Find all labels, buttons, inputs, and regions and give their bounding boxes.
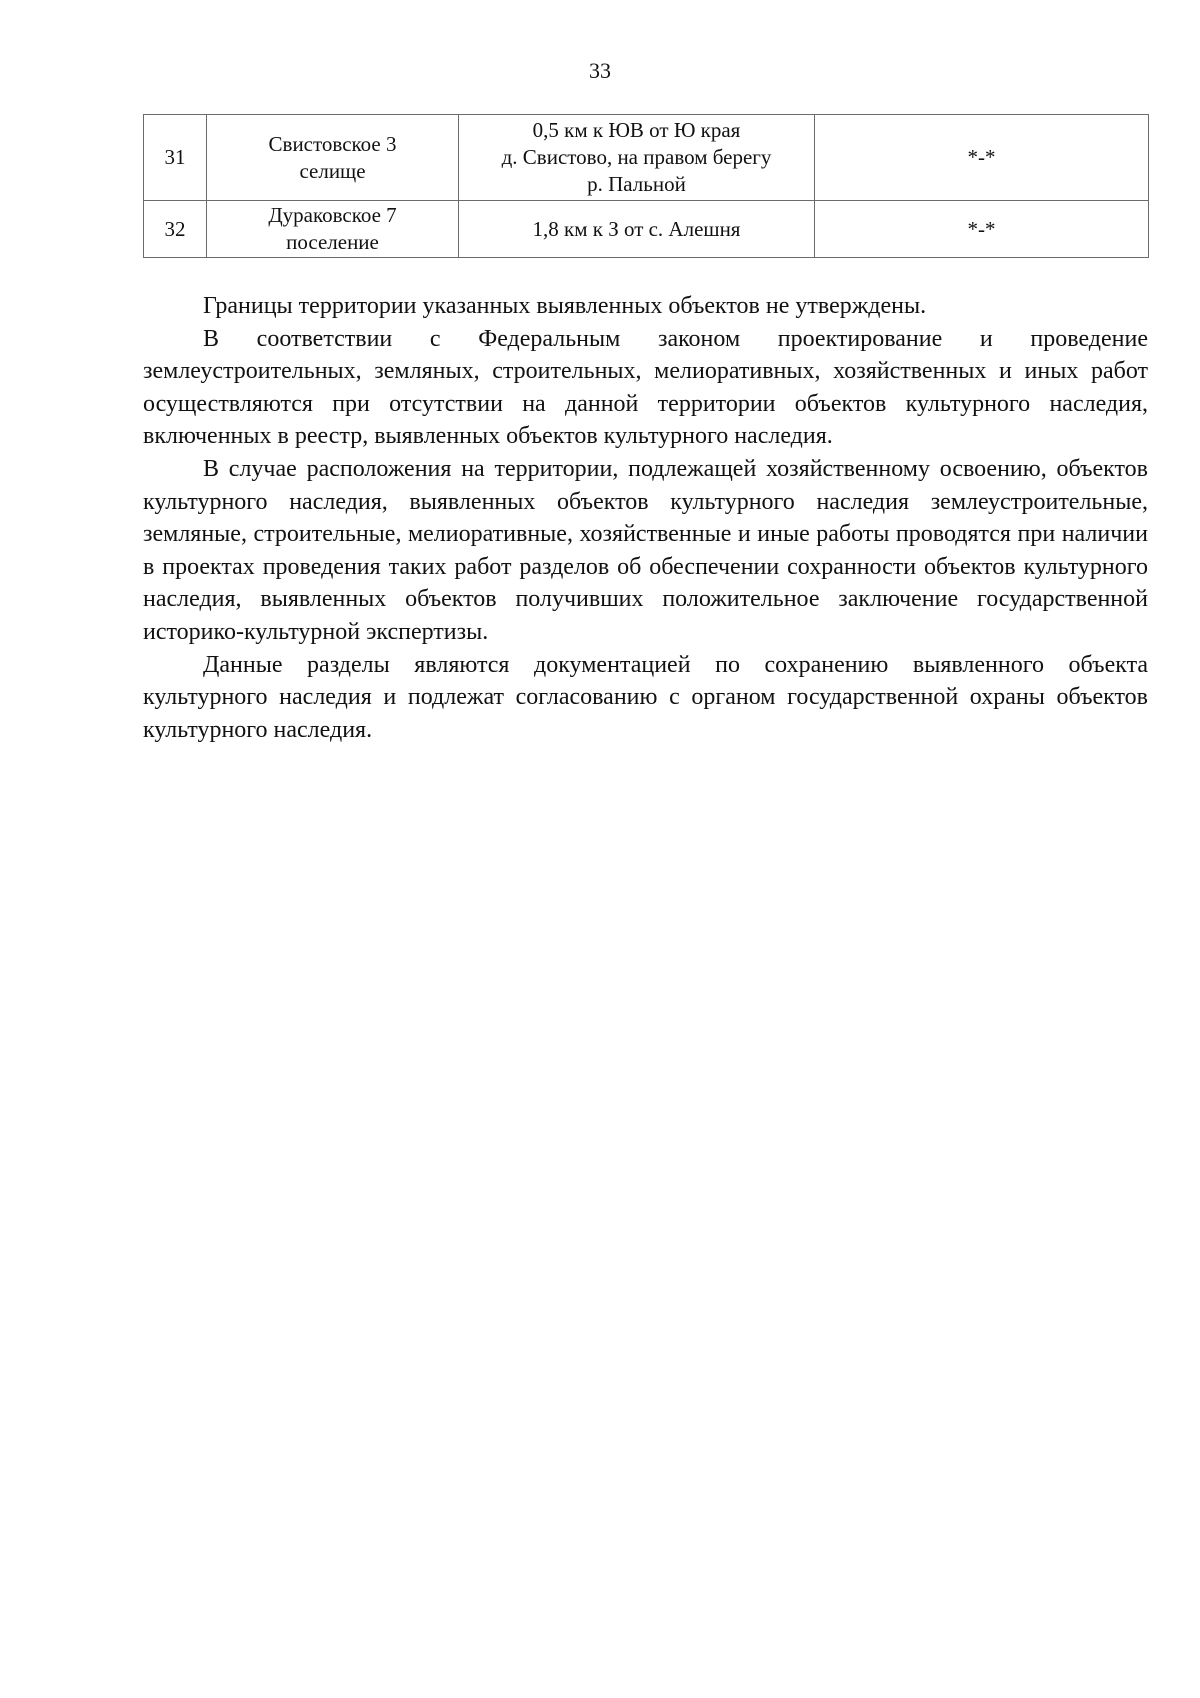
- paragraph-approval: Данные разделы являются документацией по сохранению выявленного объекта культурного наследия и подлежат согласованию с органом государственной охраны объектов культурного наследия.: [143, 651, 1148, 743]
- table-row: [144, 201, 1149, 258]
- object-name-line: поселение: [286, 230, 379, 254]
- row-number-cell: 32: [144, 201, 207, 258]
- object-name-cell: [207, 201, 459, 258]
- object-name-cell: [207, 115, 459, 201]
- object-name-line: Свистовское 3: [268, 131, 397, 156]
- paragraph-works-conditions: В случае расположения на территории, подлежащей хозяйственному освоению, объектов культурного наследия, выявленных объектов культурного наследия землеустроительные, земляные, строительные, мелиоративные, хозяйственные и иные работы проводятся при наличии в проектах проведения таких работ разделов об обеспечении сохранности объектов культурного наследия, выявленных объектов получивших положительное заключение государственной историко-культурной экспертизы.: [143, 455, 1148, 645]
- object-location-line: д. Свистово, на правом берегу: [501, 145, 772, 169]
- object-location-line: р. Пальной: [587, 172, 686, 196]
- table-row: [144, 115, 1149, 201]
- object-name-line: Дураковское 7: [268, 203, 397, 227]
- paragraph-federal-law: В соответствии с Федеральным законом проектирование и проведение землеустроительных, земляных, строительных, мелиоративных, хозяйственных и иных работ осуществляются при отсутствии на данной территории объектов культурного наследия, включенных в реестр, выявленных объектов культурного наследия.: [143, 325, 1148, 450]
- object-location-cell: [459, 115, 815, 201]
- object-location-line: 1,8 км к З от с. Алешня: [532, 216, 741, 241]
- object-location-line: 0,5 км к ЮВ от Ю края: [532, 118, 741, 142]
- heritage-objects-table: [143, 114, 1149, 258]
- object-document-cell: *-*: [815, 201, 1149, 258]
- paragraph-boundaries: Границы территории указанных выявленных объектов не утверждены.: [203, 293, 927, 319]
- page-number: 33: [589, 58, 611, 83]
- row-number-cell: 31: [144, 115, 207, 201]
- object-name-line: селище: [299, 158, 366, 183]
- body-text: [143, 290, 1148, 746]
- object-document-cell: *-*: [815, 115, 1149, 201]
- object-location-cell: [459, 201, 815, 258]
